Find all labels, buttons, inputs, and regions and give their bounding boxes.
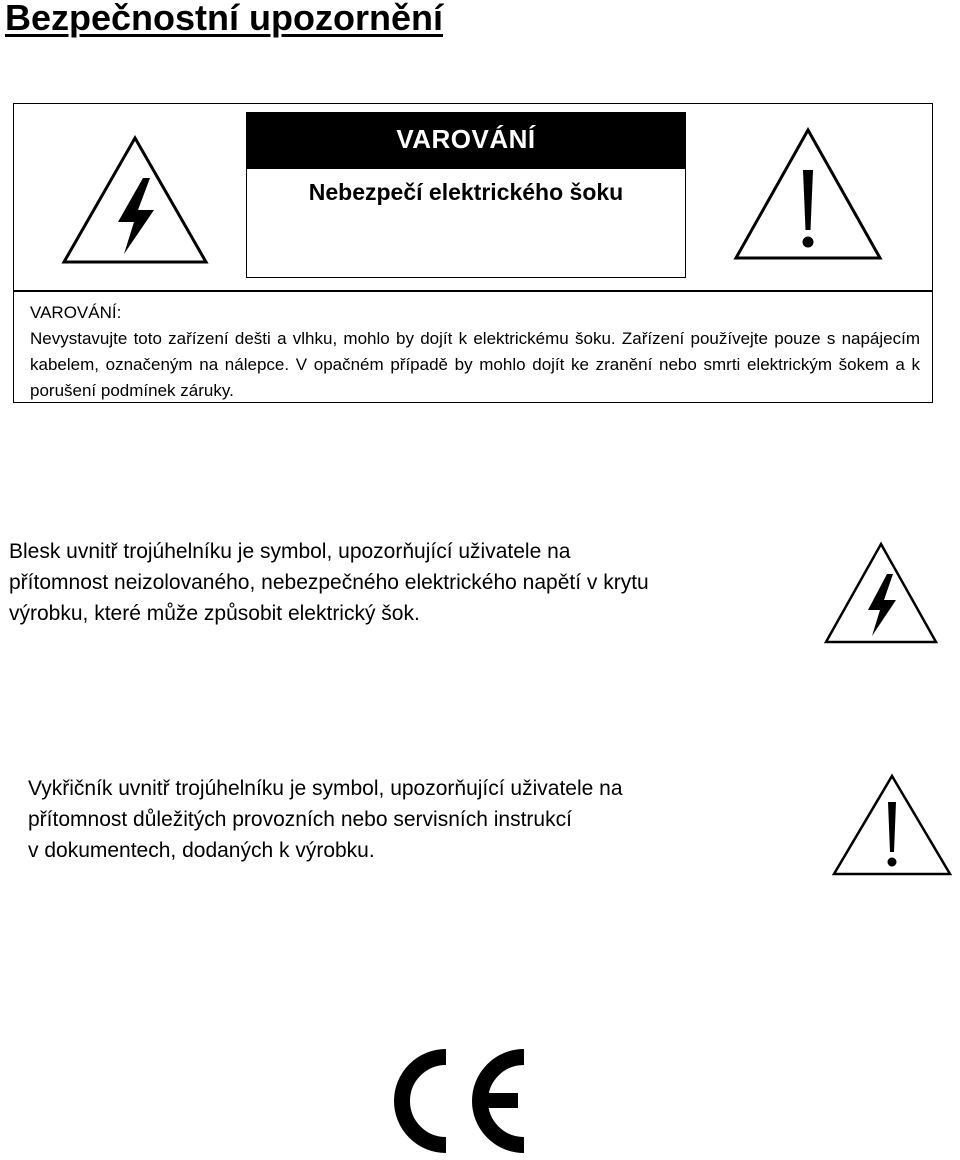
lightning-note-line: přítomnost neizolovaného, nebezpečného elektrického napětí v krytu — [9, 571, 649, 594]
ce-mark-icon — [388, 1045, 532, 1157]
warning-label-subtitle: Nebezpečí elektrického šoku — [308, 179, 624, 205]
lightning-warning-icon — [822, 540, 940, 646]
exclamation-note-line: Vykřičník uvnitř trojúhelníku je symbol, upozorňující uživatele na — [28, 777, 623, 800]
warning-body: Nevystavujte toto zařízení dešti a vlhku, mohlo by dojít k elektrickému šoku. Zařízení používejte pouze s napájecím kabelem, označeným na nálepce. V opačném případě by mohlo dojít ke zranění nebo smrti elektrickým šokem a k porušení podmínek záruky. — [30, 329, 920, 400]
warning-text — [30, 300, 920, 404]
lightning-note-line: Blesk uvnitř trojúhelníku je symbol, upozorňující uživatele na — [9, 540, 571, 563]
warning-label-header: VAROVÁNÍ — [247, 113, 685, 169]
warning-panel — [13, 103, 933, 403]
lightning-note-line: výrobku, které může způsobit elektrický šok. — [9, 602, 420, 625]
lightning-note-text — [9, 536, 649, 629]
exclamation-note-line: přítomnost důležitých provozních nebo servisních instrukcí — [28, 808, 572, 831]
page-title: Bezpečnostní upozornění — [5, 0, 444, 38]
lightning-warning-icon — [60, 134, 210, 266]
warning-heading: VAROVÁNÍ: — [30, 303, 122, 322]
panel-divider — [14, 290, 932, 292]
exclamation-note-text — [28, 773, 623, 866]
exclamation-warning-icon — [732, 126, 884, 262]
exclamation-warning-icon — [830, 772, 954, 878]
exclamation-note-line: v dokumentech, dodaných k výrobku. — [28, 839, 375, 862]
warning-label-box — [246, 112, 686, 278]
